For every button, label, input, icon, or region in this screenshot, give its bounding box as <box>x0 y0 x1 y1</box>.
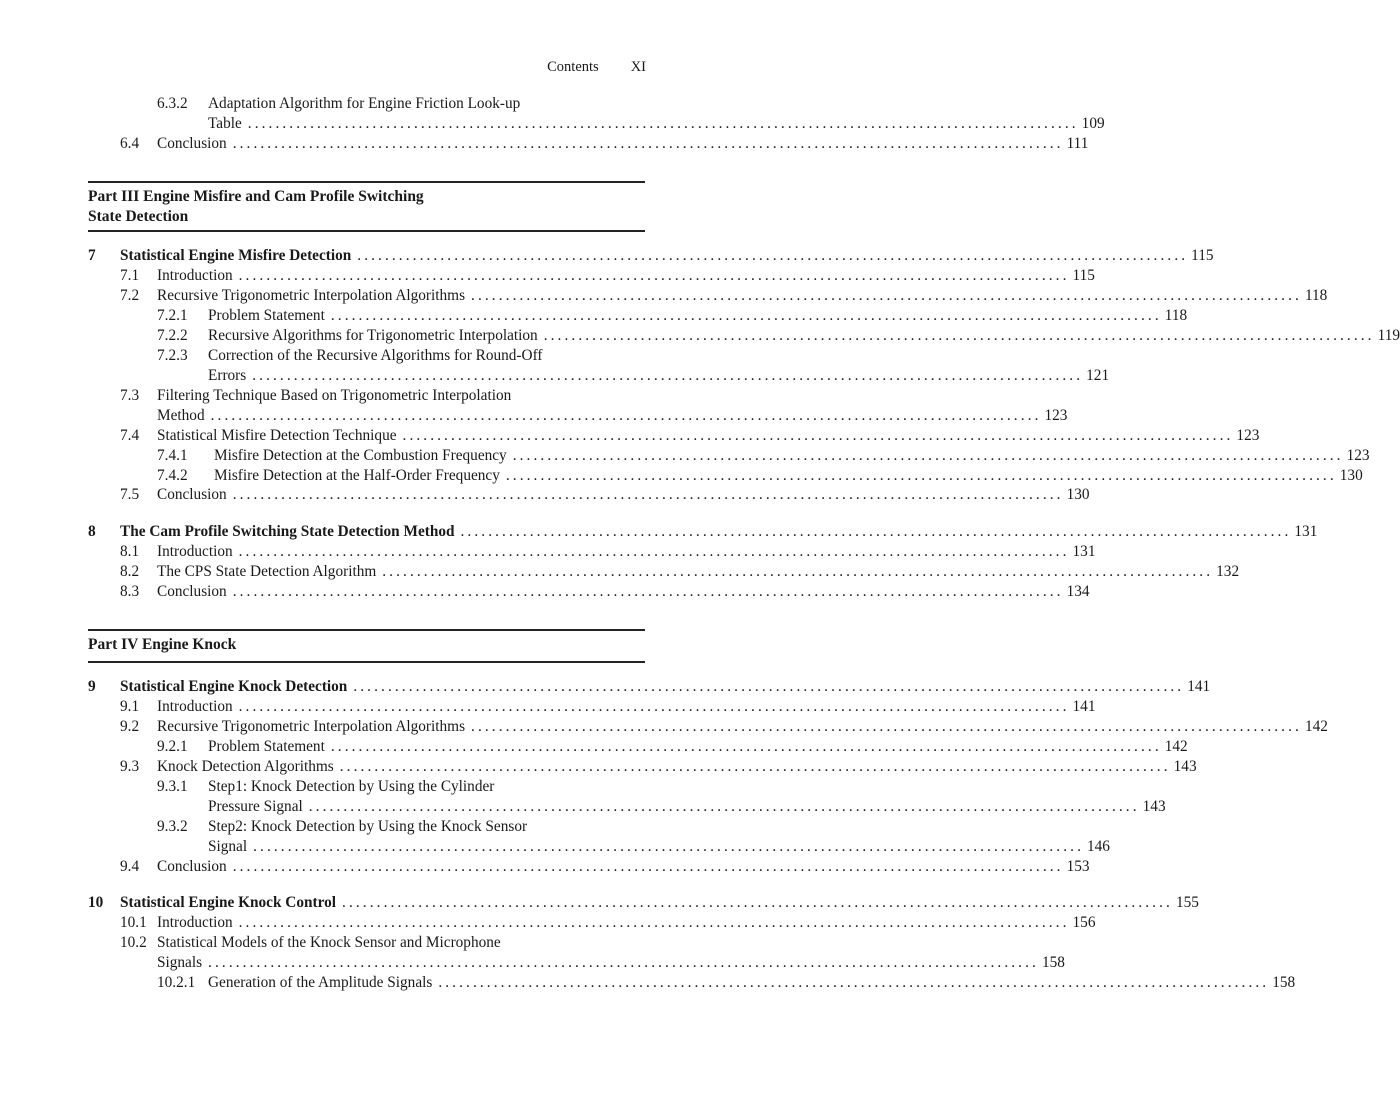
toc-entry-page: 146 <box>1087 838 1110 855</box>
toc-entry-page: 130 <box>1339 467 1363 484</box>
toc-entry-title: Signals <box>157 954 203 971</box>
toc-entry-page: 118 <box>1304 287 1328 304</box>
toc-entry-number: 9.1 <box>120 698 140 715</box>
toc-entry-number: 7.3 <box>120 387 140 404</box>
toc-entry-number: 9.2 <box>120 718 140 735</box>
toc-entry[interactable] <box>157 346 645 366</box>
part-heading: Part IV Engine Knock <box>88 636 237 653</box>
chapter-number: 7 <box>88 247 96 264</box>
leader-dots: ........................................................................................................................ <box>438 974 1270 991</box>
toc-entry-number: 7.4 <box>120 427 140 444</box>
leader-dots: ........................................................................................................................ <box>402 427 1234 444</box>
toc-entry[interactable] <box>120 134 1089 154</box>
chapter-number: 8 <box>88 523 96 540</box>
toc-entry-number: 9.3.2 <box>157 818 188 835</box>
toc-entry-page: 123 <box>1044 407 1068 424</box>
toc-entry[interactable] <box>120 757 1197 777</box>
toc-entry[interactable] <box>120 562 1240 582</box>
toc-entry-number: 10.2 <box>120 934 147 951</box>
toc-entry-page: 130 <box>1066 486 1090 503</box>
toc-entry-title: Conclusion <box>157 858 227 875</box>
toc-entry[interactable] <box>120 266 1095 286</box>
chapter-page: 131 <box>1294 523 1318 540</box>
toc-entry-page: 115 <box>1072 267 1095 284</box>
toc-entry[interactable] <box>120 857 1090 877</box>
toc-entry[interactable] <box>157 94 645 114</box>
toc-entry-number: 7.5 <box>120 486 140 503</box>
leader-dots: ........................................................................................................................ <box>238 698 1070 715</box>
chapter-entry[interactable] <box>88 893 1199 913</box>
toc-entry-number: 7.4.1 <box>157 447 188 464</box>
toc-entry-title: Step2: Knock Detection by Using the Knock Sensor <box>208 818 528 835</box>
chapter-page: 155 <box>1175 894 1199 911</box>
toc-entry-title: Conclusion <box>157 135 227 152</box>
toc-entry[interactable] <box>120 485 1090 505</box>
toc-entry-title: Introduction <box>157 698 233 715</box>
chapter-title: The Cam Profile Switching State Detection Method <box>120 523 455 540</box>
toc-entry-page: 123 <box>1236 427 1260 444</box>
leader-dots: ........................................................................................................................ <box>253 838 1084 855</box>
part-rule-top <box>88 181 645 183</box>
part-rule-bottom <box>88 230 645 232</box>
leader-dots: ........................................................................................................................ <box>330 738 1162 755</box>
toc-entry-page: 132 <box>1216 563 1240 580</box>
leader-dots: ........................................................................................................................ <box>238 543 1070 560</box>
toc-entry[interactable] <box>157 737 1188 757</box>
toc-entry-page: 111 <box>1066 135 1089 152</box>
toc-entry-title: Recursive Algorithms for Trigonometric Interpolation <box>208 327 538 344</box>
part-heading-line2: State Detection <box>88 208 189 225</box>
toc-entry-page: 119 <box>1377 327 1400 344</box>
chapter-page: 141 <box>1187 678 1211 695</box>
leader-dots: ........................................................................................................................ <box>210 407 1042 424</box>
toc-entry[interactable] <box>157 837 1110 857</box>
leader-dots: ........................................................................................................................ <box>238 267 1070 284</box>
toc-entry[interactable] <box>120 286 1328 306</box>
leader-dots: ........................................................................................................................ <box>512 447 1344 464</box>
leader-dots: ........................................................................................................................ <box>232 583 1064 600</box>
toc-entry-number: 9.2.1 <box>157 738 188 755</box>
chapter-page: 115 <box>1191 247 1214 264</box>
toc-entry[interactable] <box>157 366 1110 386</box>
leader-dots: ........................................................................................................................ <box>342 894 1173 911</box>
toc-entry-number: 6.4 <box>120 135 140 152</box>
leader-dots: ........................................................................................................................ <box>232 486 1064 503</box>
toc-entry-page: 121 <box>1086 367 1110 384</box>
toc-entry-page: 158 <box>1041 954 1065 971</box>
toc-entry[interactable] <box>120 697 1096 717</box>
toc-entry-number: 9.4 <box>120 858 140 875</box>
toc-entry-title: Knock Detection Algorithms <box>157 758 334 775</box>
toc-entry-number: 10.1 <box>120 914 147 931</box>
leader-dots: ........................................................................................................................ <box>238 914 1070 931</box>
toc-entry-title: Misfire Detection at the Combustion Frequency <box>214 447 507 464</box>
toc-entry-page: 142 <box>1164 738 1188 755</box>
toc-entry-number: 7.2.2 <box>157 327 188 344</box>
header-page-number: XI <box>630 59 646 75</box>
toc-entry-title: Statistical Models of the Knock Sensor and Microphone <box>157 934 501 951</box>
toc-entry[interactable] <box>157 114 1105 134</box>
leader-dots: ........................................................................................................................ <box>471 718 1302 735</box>
toc-entry-number: 8.1 <box>120 543 140 560</box>
leader-dots: ........................................................................................................................ <box>357 247 1189 264</box>
toc-entry-title: Signal <box>208 838 248 855</box>
toc-entry-title: Correction of the Recursive Algorithms for Round-Off <box>208 347 543 364</box>
toc-entry-title: Misfire Detection at the Half-Order Frequency <box>214 467 500 484</box>
toc-entry-page: 131 <box>1072 543 1096 560</box>
toc-entry[interactable] <box>157 306 1188 326</box>
leader-dots: ........................................................................................................................ <box>339 758 1171 775</box>
toc-entry-number: 7.1 <box>120 267 140 284</box>
running-header <box>0 59 646 76</box>
toc-entry[interactable] <box>157 973 1296 993</box>
toc-entry-number: 9.3.1 <box>157 778 188 795</box>
toc-entry[interactable] <box>157 326 1400 346</box>
leader-dots: ........................................................................................................................ <box>543 327 1375 344</box>
header-label: Contents <box>547 59 599 75</box>
leader-dots: ........................................................................................................................ <box>208 954 1039 971</box>
part-rule-bottom <box>88 661 645 663</box>
leader-dots: ........................................................................................................................ <box>460 523 1292 540</box>
toc-entry[interactable] <box>120 913 1096 933</box>
toc-entry-title: Pressure Signal <box>208 798 303 815</box>
toc-entry-title: Introduction <box>157 267 233 284</box>
toc-entry[interactable] <box>120 542 1096 562</box>
toc-entry-title: Introduction <box>157 543 233 560</box>
toc-entry-title: Conclusion <box>157 486 227 503</box>
chapter-title: Statistical Engine Knock Control <box>120 894 337 911</box>
toc-entry-number: 8.3 <box>120 583 140 600</box>
leader-dots: ........................................................................................................................ <box>353 678 1185 695</box>
toc-entry[interactable] <box>120 426 1260 446</box>
toc-entry-title: Filtering Technique Based on Trigonometric Interpolation <box>157 387 512 404</box>
leader-dots: ........................................................................................................................ <box>232 135 1064 152</box>
toc-entry-page: 143 <box>1173 758 1197 775</box>
toc-entry-page: 158 <box>1272 974 1296 991</box>
leader-dots: ........................................................................................................................ <box>232 858 1064 875</box>
toc-entry-title: Introduction <box>157 914 233 931</box>
toc-entry-title: Recursive Trigonometric Interpolation Algorithms <box>157 287 466 304</box>
toc-entry[interactable] <box>157 446 1370 466</box>
toc-entry-number: 7.4.2 <box>157 467 188 484</box>
toc-entry-number: 6.3.2 <box>157 95 188 112</box>
toc-entry-page: 118 <box>1164 307 1188 324</box>
leader-dots: ........................................................................................................................ <box>505 467 1337 484</box>
toc-entry[interactable] <box>120 406 1068 426</box>
toc-entry-title: Method <box>157 407 205 424</box>
toc-entry[interactable] <box>120 582 1090 602</box>
toc-entry[interactable] <box>120 717 1328 737</box>
toc-entry-title: Table <box>208 115 242 132</box>
toc-entry-page: 156 <box>1072 914 1096 931</box>
leader-dots: ........................................................................................................................ <box>247 115 1079 132</box>
toc-entry[interactable] <box>157 777 645 797</box>
toc-entry[interactable] <box>120 953 1065 973</box>
chapter-number: 9 <box>88 678 96 695</box>
leader-dots: ........................................................................................................................ <box>382 563 1214 580</box>
leader-dots: ........................................................................................................................ <box>252 367 1084 384</box>
chapter-entry[interactable] <box>88 677 1211 697</box>
toc-entry-number: 9.3 <box>120 758 140 775</box>
toc-entry-title: Generation of the Amplitude Signals <box>208 974 433 991</box>
toc-entry-title: Step1: Knock Detection by Using the Cylinder <box>208 778 495 795</box>
toc-entry-title: Problem Statement <box>208 738 325 755</box>
toc-entry[interactable] <box>157 797 1166 817</box>
toc-entry-page: 109 <box>1081 115 1105 132</box>
part-rule-top <box>88 629 645 631</box>
toc-entry-title: Adaptation Algorithm for Engine Friction Look-up <box>208 95 521 112</box>
toc-entry-number: 7.2.3 <box>157 347 188 364</box>
toc-entry-title: Problem Statement <box>208 307 325 324</box>
toc-entry-page: 134 <box>1066 583 1090 600</box>
toc-entry-number: 8.2 <box>120 563 140 580</box>
toc-entry-page: 123 <box>1346 447 1370 464</box>
part-heading: Part III Engine Misfire and Cam Profile Switching <box>88 188 424 205</box>
toc-entry-title: Errors <box>208 367 247 384</box>
toc-entry-number: 7.2 <box>120 287 140 304</box>
toc-entry-page: 143 <box>1142 798 1166 815</box>
leader-dots: ........................................................................................................................ <box>330 307 1162 324</box>
toc-entry-page: 142 <box>1304 718 1328 735</box>
toc-entry-title: Conclusion <box>157 583 227 600</box>
leader-dots: ........................................................................................................................ <box>471 287 1302 304</box>
toc-entry-number: 10.2.1 <box>157 974 196 991</box>
toc-entry-title: Statistical Misfire Detection Technique <box>157 427 397 444</box>
toc-entry-page: 141 <box>1072 698 1096 715</box>
chapter-number: 10 <box>88 894 104 911</box>
toc-entry[interactable] <box>157 466 1363 486</box>
chapter-entry[interactable] <box>88 522 1318 542</box>
toc-entry[interactable] <box>120 933 645 953</box>
toc-entry-title: Recursive Trigonometric Interpolation Algorithms <box>157 718 466 735</box>
toc-entry-title: The CPS State Detection Algorithm <box>157 563 377 580</box>
toc-entry[interactable] <box>157 817 645 837</box>
leader-dots: ........................................................................................................................ <box>308 798 1140 815</box>
chapter-title: Statistical Engine Misfire Detection <box>120 247 352 264</box>
toc-entry-number: 7.2.1 <box>157 307 188 324</box>
chapter-title: Statistical Engine Knock Detection <box>120 678 348 695</box>
chapter-entry[interactable] <box>88 246 1214 266</box>
toc-entry-page: 153 <box>1066 858 1090 875</box>
toc-entry[interactable] <box>120 386 645 406</box>
